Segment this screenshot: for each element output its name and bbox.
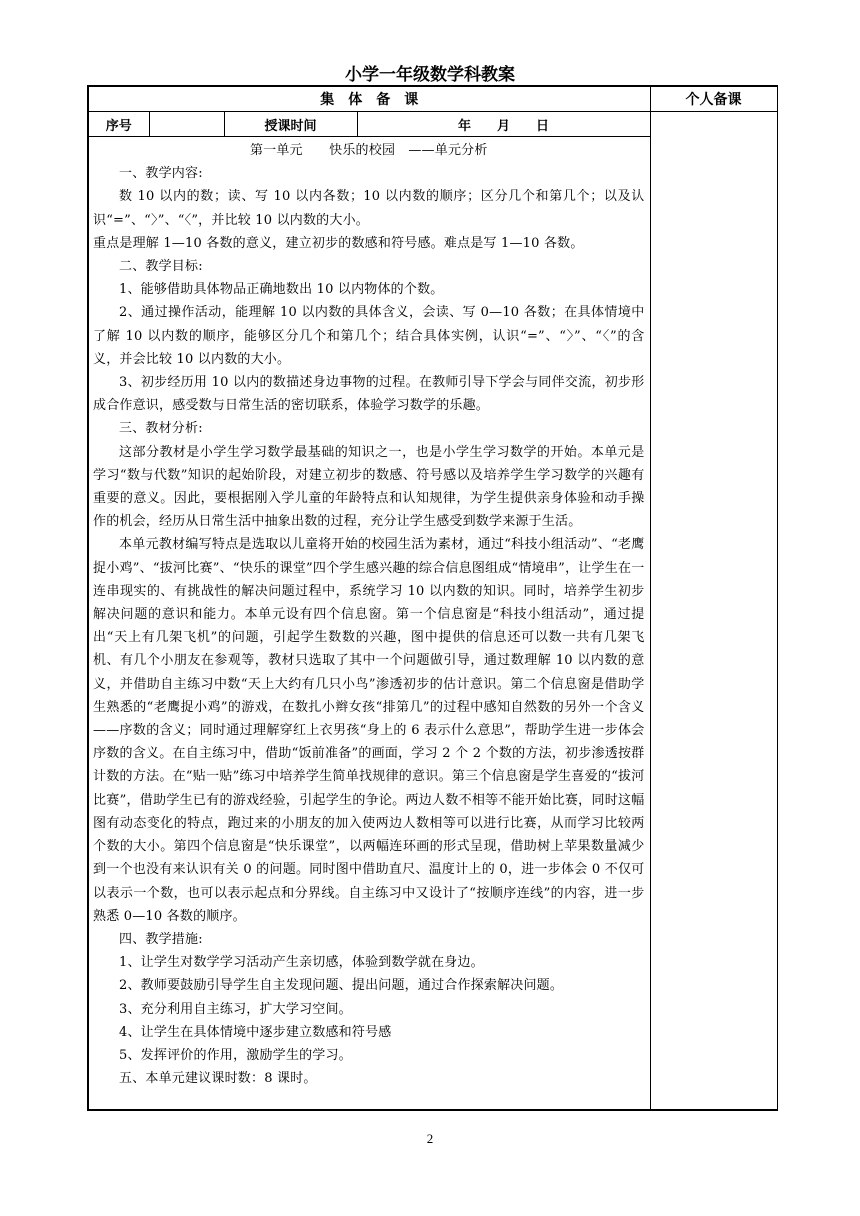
seq-label: 序号 xyxy=(88,112,149,137)
analysis-paragraph-2: 本单元教材编写特点是选取以儿童将开始的校园生活为素材，通过“科技小组活动”、“老鹰捉小鸡”、“拔河比赛”、“快乐的课堂”四个学生感兴趣的综合信息图组成“情境串”，让学生在一连串现实的、有挑战性的解决问题过程中，系统学习 10 以内数的知识。同时，培养学生初步解决问题的意识和能力。本单元设有四个信息窗。第一个信息窗是“科技小组活动”，通过提出“天上有几架飞机”的问题，引起学生数数的兴趣，图中提供的信息还可以数一共有几架飞机、有几个小朋友在参观等，教材只选取了其中一个问题做引导，通过数理解 10 以内数的意义，并借助自主练习中数“天上大约有几只小鸟”渗透初步的估计意识。第二个信息窗是借助学生熟悉的“老鹰捉小鸡”的游戏，在数扎小辫女孩“排第几”的过程中感知自然数的另外一个含义——序数的含义；同时通过理解穿红上衣男孩“身上的 6 表示什么意思”，帮助学生进一步体会序数的含义。在自主练习中，借助“饭前准备”的画面，学习 2 个 2 个数的方法，初步渗透按群计数的方法。在“贴一贴”练习中培养学生简单找规律的意识。第三个信息窗是学生喜爱的“拔河比赛”，借助学生已有的游戏经验，引起学生的争论。两边人数不相等不能开始比赛，同时这幅图有动态变化的特点，跑过来的小朋友的加入使两边人数相等可以进行比赛，从而学习比较两个数的大小。第四个信息窗是“快乐课堂”，以两幅连环画的形式呈现，借助树上苹果数量减少到一个也没有来认识有关 0 的问题。同时图中借助直尺、温度计上的 0，进一步体会 0 不仅可以表示一个数，也可以表示起点和分界线。自主练习中又设计了“按顺序连线”的内容，进一步熟悉 0—10 各数的顺序。 xyxy=(93,537,645,924)
measure-item-1: 1、让学生对数学学习活动产生亲切感，体验到数学就在身边。 xyxy=(119,955,484,971)
content-paragraph-1: 数 10 以内的数；读、写 10 以内各数；10 以内数的顺序；区分几个和第几个；以及认识“=”、“〉”、“〈”，并比较 10 以内数的大小。 xyxy=(93,189,645,228)
page-number: 2 xyxy=(426,1131,434,1146)
section-heading-measures: 四、教学措施: xyxy=(119,931,203,947)
section-heading-content: 一、教学内容: xyxy=(119,166,203,182)
measure-item-3: 3、充分利用自主练习，扩大学习空间。 xyxy=(119,1001,352,1017)
section-heading-hours: 五、本单元建议课时数：8 课时。 xyxy=(119,1071,317,1087)
unit-title: 第一单元 快乐的校园 ——单元分析 xyxy=(249,143,488,158)
analysis-paragraph-1: 这部分教材是小学生学习数学最基础的知识之一，也是小学生学习数学的开始。本单元是学习“数与代数”知识的起始阶段，对建立初步的数感、符号感以及培养学生学习数学的兴趣有重要的意义。因此，要根据刚入学儿童的年龄特点和认知规律，为学生提供亲身体验和动手操作的机会，经历从日常生活中抽象出数的过程，充分让学生感受到数学来源于生活。 xyxy=(93,444,645,530)
section-heading-goals: 二、教学目标: xyxy=(119,259,203,275)
measure-item-4: 4、让学生在具体情境中逐步建立数感和符号感 xyxy=(119,1024,392,1040)
lesson-time-label: 授课时间 xyxy=(224,112,357,137)
measure-item-2: 2、教师要鼓励引导学生自主发现问题、提出问题，通过合作探索解决问题。 xyxy=(119,978,564,994)
goal-item-1: 1、能够借助具体物品正确地数出 10 以内物体的个数。 xyxy=(119,282,444,298)
collective-prep-header: 集 体 备 课 xyxy=(88,86,650,112)
unit-analysis-content xyxy=(88,137,650,1111)
subheader-row xyxy=(88,112,777,137)
section-heading-analysis: 三、教材分析: xyxy=(119,421,203,437)
document-title: 小学一年级数学科教案 xyxy=(345,65,515,85)
measure-item-5: 5、发挥评价的作用，激励学生的学习。 xyxy=(119,1047,352,1063)
seq-value-cell xyxy=(149,112,224,137)
personal-prep-header: 个人备课 xyxy=(650,86,777,112)
goal-item-2: 2、通过操作活动，能理解 10 以内数的具体含义，会读、写 0—10 各数；在具体情境中了解 10 以内数的顺序，能够区分几个和第几个；结合具体实例，认识“=”、“〉”、“〈”的含义，并会比较 10 以内数的大小。 xyxy=(93,305,645,367)
lesson-plan-table xyxy=(87,85,778,1111)
content-paragraph-2: 重点是理解 1—10 各数的意义，建立初步的数感和符号感。难点是写 1—10 各数。 xyxy=(93,235,584,251)
personal-prep-cell xyxy=(650,112,777,1111)
goal-item-3: 3、初步经历用 10 以内的数描述身边事物的过程。在教师引导下学会与同伴交流，初步形成合作意识，感受数与日常生活的密切联系，体验学习数学的乐趣。 xyxy=(93,375,645,414)
lesson-date: 年 月 日 xyxy=(357,112,650,137)
header-row xyxy=(88,86,777,112)
